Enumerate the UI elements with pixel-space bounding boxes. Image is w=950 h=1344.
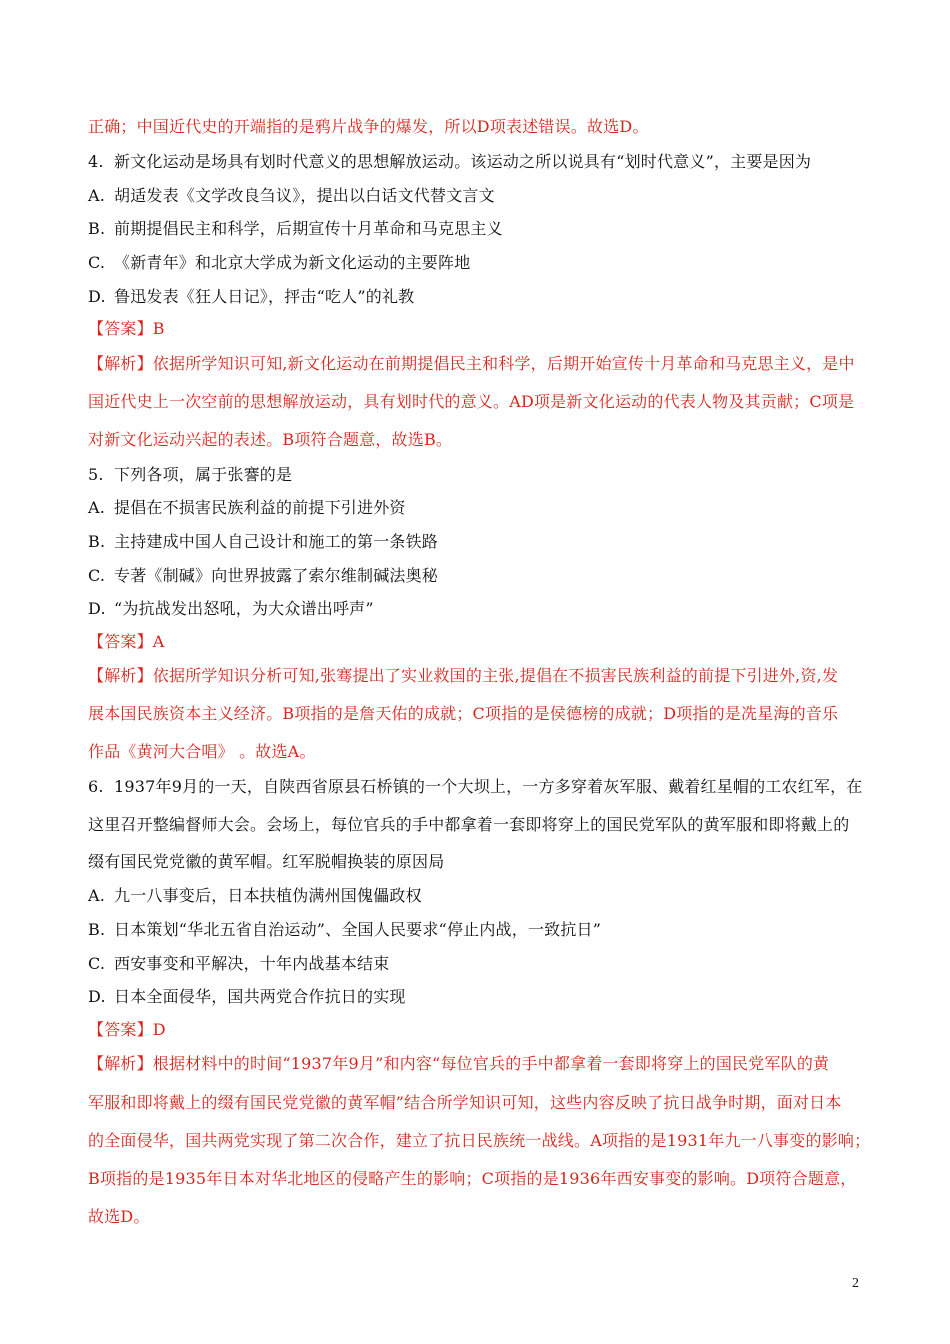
option-letter: D. bbox=[88, 287, 106, 306]
option-text: 鲁迅发表《狂人日记》，抨击“吃人”的礼教 bbox=[114, 287, 415, 306]
option-text: 《新青年》和北京大学成为新文化运动的主要阵地 bbox=[114, 253, 471, 272]
question-text: 1937年9月的一天，自陕西省原县石桥镇的一个大坝上，一方多穿着灰军服、戴着红星帽的工农红军，在 bbox=[114, 777, 863, 796]
option-text: 日本策划“华北五省自治运动”、全国人民要求“停止内战，一致抗日” bbox=[114, 920, 602, 939]
option-text: 日本全面侵华，国共两党合作抗日的实现 bbox=[114, 987, 406, 1006]
option-text: 前期提倡民主和科学，后期宣传十月革命和马克思主义 bbox=[114, 219, 503, 238]
question-5-answer: 【答案】A bbox=[88, 632, 165, 651]
question-4-option-a bbox=[88, 186, 868, 206]
question-5-option-c bbox=[88, 566, 868, 586]
question-6-analysis-line-3: 的全面侵华，国共两党实现了第二次合作，建立了抗日民族统一战线。A项指的是1931年九一八事变的影响； bbox=[88, 1131, 871, 1150]
page-number: 2 bbox=[852, 1276, 859, 1291]
question-number: 4. bbox=[88, 152, 104, 171]
question-4-analysis-line-3: 对新文化运动兴起的表述。B项符合题意，故选B。 bbox=[88, 430, 453, 449]
question-5-analysis-line-3: 作品《黄河大合唱》 。故选A。 bbox=[88, 742, 316, 761]
question-5-option-d bbox=[88, 599, 868, 619]
question-6-option-d bbox=[88, 987, 868, 1007]
prev-analysis-tail: 正确；中国近代史的开端指的是鸦片战争的爆发，所以D项表述错误。故选D。 bbox=[88, 117, 649, 136]
question-text: 下列各项，属于张謇的是 bbox=[114, 465, 293, 484]
question-4-analysis-line-2: 国近代史上一次空前的思想解放运动，具有划时代的意义。AD项是新文化运动的代表人物及其贡献；C项是 bbox=[88, 392, 855, 411]
question-6-stem-line-2: 这里召开整编督师大会。会场上，每位官兵的手中都拿着一套即将穿上的国民党军队的黄军服和即将戴上的 bbox=[88, 815, 850, 834]
question-4-option-b bbox=[88, 219, 868, 239]
question-4-analysis-line-1: 【解析】依据所学知识可知,新文化运动在前期提倡民主和科学，后期开始宣传十月革命和马克思主义，是中 bbox=[88, 354, 855, 373]
option-text: 胡适发表《文学改良刍议》，提出以白话文代替文言文 bbox=[114, 186, 495, 205]
option-text: 西安事变和平解决，十年内战基本结束 bbox=[114, 954, 390, 973]
option-letter: D. bbox=[88, 987, 106, 1006]
question-6-option-c bbox=[88, 954, 868, 974]
option-letter: C. bbox=[88, 253, 106, 272]
option-letter: B. bbox=[88, 920, 106, 939]
option-letter: C. bbox=[88, 566, 106, 585]
option-letter: C. bbox=[88, 954, 106, 973]
question-5-option-b bbox=[88, 532, 868, 552]
option-text: 九一八事变后，日本扶植伪满州国傀儡政权 bbox=[114, 886, 422, 905]
question-4-option-c bbox=[88, 253, 868, 273]
question-6-analysis-line-2: 军服和即将戴上的缀有国民党党徽的黄军帽”结合所学知识可知，这些内容反映了抗日战争时期，面对日本 bbox=[88, 1093, 842, 1112]
question-text: 新文化运动是场具有划时代意义的思想解放运动。该运动之所以说具有“划时代意义”，主要是因为 bbox=[114, 152, 812, 171]
question-6-stem-line-1 bbox=[88, 777, 868, 797]
option-text: “为抗战发出怒吼，为大众谱出呼声” bbox=[114, 599, 374, 618]
question-5-stem bbox=[88, 465, 868, 485]
option-letter: D. bbox=[88, 599, 106, 618]
question-6-analysis-line-5: 故选D。 bbox=[88, 1207, 150, 1226]
question-5-analysis-line-1: 【解析】依据所学知识分析可知,张骞提出了实业救国的主张,提倡在不损害民族利益的前提下引进外,资,发 bbox=[88, 666, 839, 685]
question-4-stem bbox=[88, 152, 868, 172]
question-6-stem-line-3: 缀有国民党党徽的黄军帽。红军脱帽换装的原因局 bbox=[88, 852, 445, 871]
option-text: 专著《制碱》向世界披露了索尔维制碱法奥秘 bbox=[114, 566, 439, 585]
option-text: 提倡在不损害民族利益的前提下引进外资 bbox=[114, 498, 406, 517]
option-letter: A. bbox=[88, 498, 106, 517]
question-6-option-b bbox=[88, 920, 868, 940]
question-6-analysis-line-4: B项指的是1935年日本对华北地区的侵略产生的影响；C项指的是1936年西安事变的影响。D项符合题意， bbox=[88, 1169, 857, 1188]
option-letter: A. bbox=[88, 886, 106, 905]
question-4-answer: 【答案】B bbox=[88, 319, 165, 338]
question-6-answer: 【答案】D bbox=[88, 1020, 166, 1039]
question-6-analysis-line-1: 【解析】根据材料中的时间“1937年9月”和内容“每位官兵的手中都拿着一套即将穿上的国民党军队的黄 bbox=[88, 1054, 830, 1073]
option-letter: A. bbox=[88, 186, 106, 205]
question-number: 6. bbox=[88, 777, 104, 796]
question-number: 5. bbox=[88, 465, 104, 484]
question-5-analysis-line-2: 展本国民族资本主义经济。B项指的是詹天佑的成就；C项指的是侯德榜的成就；D项指的是冼星海的音乐 bbox=[88, 704, 839, 723]
question-5-option-a bbox=[88, 498, 868, 518]
option-letter: B. bbox=[88, 532, 106, 551]
question-6-option-a bbox=[88, 886, 868, 906]
question-4-option-d bbox=[88, 287, 868, 307]
option-text: 主持建成中国人自己设计和施工的第一条铁路 bbox=[114, 532, 439, 551]
option-letter: B. bbox=[88, 219, 106, 238]
